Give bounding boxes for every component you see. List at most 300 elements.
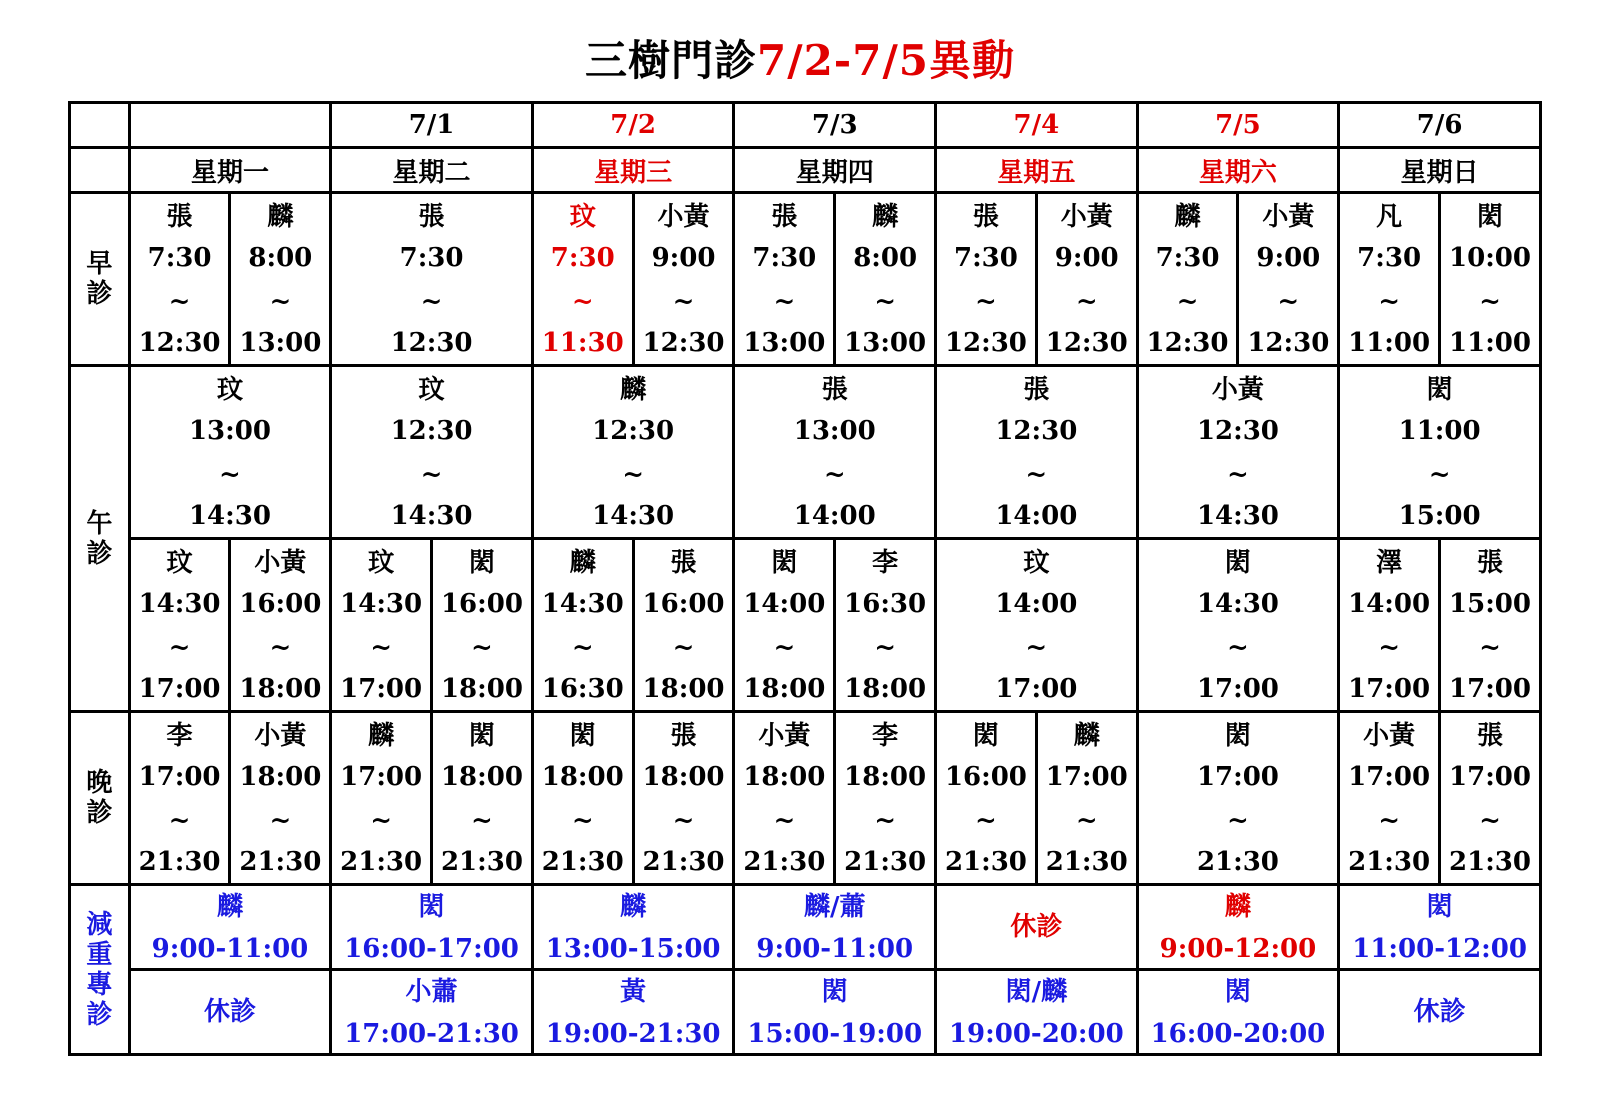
schedule-slot xyxy=(734,193,835,366)
closed-label: 休診 xyxy=(203,997,256,1027)
start-time: 13:00 xyxy=(188,416,271,446)
date-cell-sat: 7/5 xyxy=(1137,103,1339,148)
row-label-char: 專 xyxy=(86,969,113,1000)
time-range: 13:00-15:00 xyxy=(545,934,721,964)
tilde-separator: ~ xyxy=(975,806,997,836)
start-time: 17:00 xyxy=(1348,762,1431,792)
end-time: 14:30 xyxy=(1196,501,1279,531)
schedule-slot xyxy=(1036,193,1137,366)
end-time: 21:30 xyxy=(1348,847,1431,877)
schedule-slot xyxy=(432,712,533,885)
start-time: 18:00 xyxy=(541,762,624,792)
start-time: 8:00 xyxy=(853,243,918,273)
doctor-name: 麟 xyxy=(569,548,596,578)
tilde-separator: ~ xyxy=(1075,806,1098,836)
doctor-name: 閎 xyxy=(972,721,999,751)
tilde-separator: ~ xyxy=(1479,633,1501,663)
schedule-slot xyxy=(1339,193,1440,366)
doctor-name: 閎 xyxy=(821,977,848,1007)
schedule-slot xyxy=(331,193,533,366)
end-time: 21:30 xyxy=(743,847,826,877)
doctor-name: 張 xyxy=(670,721,697,751)
tilde-separator: ~ xyxy=(1075,287,1098,317)
start-time: 16:00 xyxy=(440,589,523,619)
schedule-slot xyxy=(129,193,230,366)
tilde-separator: ~ xyxy=(672,287,695,317)
schedule-slot xyxy=(835,539,936,712)
doctor-name: 麟/蕭 xyxy=(803,892,866,922)
weekday-sun: 星期日 xyxy=(1339,148,1541,193)
schedule-slot xyxy=(835,712,936,885)
start-time: 14:30 xyxy=(541,589,624,619)
end-time: 12:30 xyxy=(1247,328,1330,358)
end-time: 13:00 xyxy=(844,328,927,358)
schedule-slot xyxy=(633,193,734,366)
time-range: 9:00-11:00 xyxy=(756,934,914,964)
schedule-slot xyxy=(633,539,734,712)
tilde-separator: ~ xyxy=(1378,633,1401,663)
schedule-slot xyxy=(230,712,331,885)
date-cell-fri: 7/4 xyxy=(936,103,1138,148)
start-time: 9:00 xyxy=(1256,243,1321,273)
weight-clinic-slot xyxy=(129,970,331,1055)
schedule-slot xyxy=(432,539,533,712)
end-time: 21:30 xyxy=(844,847,927,877)
weekday-thu: 星期四 xyxy=(734,148,936,193)
weekday-wed: 星期三 xyxy=(532,148,734,193)
end-time: 12:30 xyxy=(1045,328,1128,358)
start-time: 16:30 xyxy=(844,589,927,619)
schedule-slot xyxy=(331,712,432,885)
end-time: 12:30 xyxy=(642,328,725,358)
closed-label: 休診 xyxy=(1413,997,1466,1027)
end-time: 16:30 xyxy=(541,674,624,704)
time-range: 19:00-20:00 xyxy=(948,1019,1124,1049)
doctor-name: 玟 xyxy=(418,375,445,405)
start-time: 16:00 xyxy=(642,589,725,619)
doctor-name: 李 xyxy=(872,548,899,578)
tilde-separator: ~ xyxy=(168,287,191,317)
end-time: 17:00 xyxy=(340,674,423,704)
afternoon-row-1 xyxy=(70,366,1541,539)
start-time: 18:00 xyxy=(440,762,523,792)
end-time: 15:00 xyxy=(1398,501,1481,531)
weight-clinic-slot xyxy=(532,885,734,970)
start-time: 18:00 xyxy=(642,762,725,792)
doctor-name: 李 xyxy=(166,721,193,751)
start-time: 17:00 xyxy=(340,762,423,792)
start-time: 17:00 xyxy=(1045,762,1128,792)
end-time: 13:00 xyxy=(239,328,322,358)
tilde-separator: ~ xyxy=(874,806,897,836)
doctor-name: 小黃 xyxy=(1363,721,1416,751)
doctor-name: 閎 xyxy=(1224,548,1251,578)
start-time: 17:00 xyxy=(138,762,221,792)
doctor-name: 凡 xyxy=(1376,202,1403,232)
doctor-name: 小黃 xyxy=(758,721,811,751)
doctor-name: 麟 xyxy=(216,892,243,922)
schedule-slot xyxy=(129,366,331,539)
doctor-name: 小黃 xyxy=(1262,202,1315,232)
end-time: 14:30 xyxy=(390,501,473,531)
end-time: 21:30 xyxy=(1196,847,1279,877)
start-time: 8:00 xyxy=(248,243,313,273)
doctor-name: 麟 xyxy=(1073,721,1100,751)
weight-clinic-slot xyxy=(1339,970,1541,1055)
tilde-separator: ~ xyxy=(1227,460,1249,490)
schedule-slot xyxy=(532,193,633,366)
doctor-name: 閎 xyxy=(1224,721,1251,751)
schedule-slot xyxy=(331,366,533,539)
schedule-slot xyxy=(633,712,734,885)
weight-clinic-slot xyxy=(129,885,331,970)
doctor-name: 小黃 xyxy=(1211,375,1264,405)
start-time: 18:00 xyxy=(743,762,826,792)
schedule-slot xyxy=(532,366,734,539)
weight-clinic-slot xyxy=(331,970,533,1055)
tilde-separator: ~ xyxy=(168,633,191,663)
row-label-char: 診 xyxy=(86,538,113,569)
tilde-separator: ~ xyxy=(773,633,796,663)
start-time: 7:30 xyxy=(1155,243,1220,273)
doctor-name: 麟 xyxy=(368,721,395,751)
date-row xyxy=(70,103,1541,148)
tilde-separator: ~ xyxy=(571,287,594,317)
time-range: 16:00-20:00 xyxy=(1150,1019,1326,1049)
doctor-name: 麟 xyxy=(267,202,294,232)
row-label-char: 診 xyxy=(86,999,113,1030)
start-time: 16:00 xyxy=(944,762,1027,792)
row-label-char: 減 xyxy=(86,909,113,940)
schedule-slot xyxy=(936,193,1037,366)
doctor-name: 黃 xyxy=(620,977,647,1007)
schedule-slot xyxy=(1137,539,1339,712)
tilde-separator: ~ xyxy=(168,806,191,836)
row-label-char: 重 xyxy=(86,939,113,970)
end-time: 21:30 xyxy=(944,847,1027,877)
weight-clinic-slot xyxy=(936,970,1138,1055)
doctor-name: 張 xyxy=(418,202,445,232)
end-time: 14:00 xyxy=(793,501,876,531)
doctor-name: 閎 xyxy=(418,892,445,922)
start-time: 12:30 xyxy=(995,416,1078,446)
row-label-char: 診 xyxy=(86,279,113,309)
time-range: 15:00-19:00 xyxy=(747,1019,923,1049)
tilde-separator: ~ xyxy=(1025,633,1048,663)
end-time: 17:00 xyxy=(995,674,1078,704)
afternoon-row-2 xyxy=(70,539,1541,712)
start-time: 12:30 xyxy=(592,416,675,446)
tilde-separator: ~ xyxy=(370,806,393,836)
schedule-slot xyxy=(532,712,633,885)
row-label-evening xyxy=(70,712,130,885)
weekday-tue: 星期二 xyxy=(331,148,533,193)
end-time: 18:00 xyxy=(743,674,826,704)
start-time: 9:00 xyxy=(1054,243,1119,273)
schedule-slot xyxy=(734,712,835,885)
doctor-name: 張 xyxy=(1477,548,1504,578)
start-time: 13:00 xyxy=(793,416,876,446)
end-time: 17:00 xyxy=(138,674,221,704)
tilde-separator: ~ xyxy=(269,806,292,836)
doctor-name: 閎 xyxy=(1224,977,1251,1007)
tilde-separator: ~ xyxy=(571,806,594,836)
tilde-separator: ~ xyxy=(370,633,393,663)
doctor-name: 麟 xyxy=(620,375,647,405)
start-time: 17:00 xyxy=(1449,762,1531,792)
tilde-separator: ~ xyxy=(1227,633,1249,663)
schedule-slot xyxy=(1339,539,1440,712)
tilde-separator: ~ xyxy=(1227,806,1249,836)
doctor-name: 小蕭 xyxy=(405,977,458,1007)
time-range: 9:00-11:00 xyxy=(151,934,309,964)
end-time: 12:30 xyxy=(1146,328,1229,358)
doctor-name: 張 xyxy=(670,548,697,578)
schedule-slot xyxy=(734,366,936,539)
evening-row xyxy=(70,712,1541,885)
tilde-separator: ~ xyxy=(1277,287,1300,317)
doctor-name: 小黃 xyxy=(254,721,307,751)
start-time: 11:00 xyxy=(1398,416,1481,446)
doctor-name: 玟 xyxy=(166,548,193,578)
weight-clinic-slot xyxy=(331,885,533,970)
tilde-separator: ~ xyxy=(1025,460,1048,490)
end-time: 21:30 xyxy=(340,847,423,877)
doctor-name: 小黃 xyxy=(1060,202,1113,232)
tilde-separator: ~ xyxy=(874,633,897,663)
start-time: 7:30 xyxy=(399,243,464,273)
tilde-separator: ~ xyxy=(219,460,241,490)
tilde-separator: ~ xyxy=(672,806,695,836)
row-label-afternoon xyxy=(70,366,130,712)
schedule-slot xyxy=(230,193,331,366)
start-time: 18:00 xyxy=(844,762,927,792)
page-title xyxy=(0,28,1600,88)
end-time: 18:00 xyxy=(440,674,523,704)
end-time: 11:30 xyxy=(541,328,624,358)
tilde-separator: ~ xyxy=(471,806,493,836)
schedule-slot xyxy=(936,539,1138,712)
tilde-separator: ~ xyxy=(420,460,443,490)
doctor-name: 閎 xyxy=(468,721,495,751)
schedule-slot xyxy=(734,539,835,712)
weight-clinic-row xyxy=(70,970,1541,1055)
tilde-separator: ~ xyxy=(269,633,292,663)
end-time: 21:30 xyxy=(1045,847,1128,877)
corner-cell xyxy=(70,103,130,148)
doctor-name: 玟 xyxy=(216,375,243,405)
start-time: 15:00 xyxy=(1449,589,1531,619)
start-time: 12:30 xyxy=(390,416,473,446)
doctor-name: 閎 xyxy=(569,721,596,751)
doctor-name: 張 xyxy=(821,375,848,405)
end-time: 21:30 xyxy=(138,847,221,877)
end-time: 14:00 xyxy=(995,501,1078,531)
title-highlight: 7/2-7/5異動 xyxy=(757,36,1016,85)
doctor-name: 張 xyxy=(972,202,999,232)
doctor-name: 張 xyxy=(166,202,193,232)
end-time: 21:30 xyxy=(239,847,322,877)
weight-clinic-slot xyxy=(734,970,936,1055)
doctor-name: 小黃 xyxy=(657,202,710,232)
weight-clinic-slot xyxy=(734,885,936,970)
start-time: 14:00 xyxy=(743,589,826,619)
weekday-fri: 星期五 xyxy=(936,148,1138,193)
schedule-slot xyxy=(1339,712,1440,885)
schedule-slot xyxy=(331,539,432,712)
start-time: 14:30 xyxy=(1196,589,1279,619)
corner-cell xyxy=(70,148,130,193)
doctor-name: 麟 xyxy=(1174,202,1201,232)
date-cell-wed: 7/2 xyxy=(532,103,734,148)
row-label-char: 午 xyxy=(86,508,113,539)
start-time: 12:30 xyxy=(1196,416,1279,446)
date-cell-tue: 7/1 xyxy=(331,103,533,148)
time-range: 17:00-21:30 xyxy=(344,1019,519,1049)
tilde-separator: ~ xyxy=(269,287,292,317)
schedule-slot xyxy=(1036,712,1137,885)
row-label-morning xyxy=(70,193,130,366)
doctor-name: 張 xyxy=(1477,721,1504,751)
end-time: 18:00 xyxy=(239,674,322,704)
doctor-name: 小黃 xyxy=(254,548,307,578)
title-main: 三樹門診 xyxy=(584,36,757,85)
end-time: 12:30 xyxy=(944,328,1027,358)
date-cell-mon xyxy=(129,103,331,148)
schedule-slot xyxy=(230,539,331,712)
tilde-separator: ~ xyxy=(773,287,796,317)
morning-row xyxy=(70,193,1541,366)
weight-clinic-slot xyxy=(936,885,1138,970)
time-range: 19:00-21:30 xyxy=(545,1019,721,1049)
doctor-name: 玟 xyxy=(368,548,395,578)
doctor-name: 麟 xyxy=(1224,892,1251,922)
tilde-separator: ~ xyxy=(622,460,645,490)
weekday-sat: 星期六 xyxy=(1137,148,1339,193)
tilde-separator: ~ xyxy=(1378,287,1401,317)
row-label-char: 診 xyxy=(86,798,113,828)
doctor-name: 玟 xyxy=(569,202,596,232)
time-range: 9:00-12:00 xyxy=(1159,934,1317,964)
schedule-slot xyxy=(1238,193,1339,366)
weekday-mon: 星期一 xyxy=(129,148,331,193)
weight-clinic-slot xyxy=(532,970,734,1055)
start-time: 7:30 xyxy=(752,243,817,273)
end-time: 18:00 xyxy=(844,674,927,704)
end-time: 18:00 xyxy=(642,674,725,704)
start-time: 18:00 xyxy=(239,762,322,792)
tilde-separator: ~ xyxy=(672,633,695,663)
schedule-slot xyxy=(1137,712,1339,885)
doctor-name: 麟 xyxy=(872,202,899,232)
schedule-slot xyxy=(1137,193,1238,366)
doctor-name: 閎 xyxy=(468,548,495,578)
tilde-separator: ~ xyxy=(874,287,897,317)
start-time: 7:30 xyxy=(953,243,1018,273)
doctor-name: 張 xyxy=(1023,375,1050,405)
date-cell-sun: 7/6 xyxy=(1339,103,1541,148)
schedule-slot xyxy=(129,712,230,885)
start-time: 7:30 xyxy=(550,243,615,273)
end-time: 11:00 xyxy=(1449,328,1531,358)
start-time: 7:30 xyxy=(147,243,212,273)
end-time: 14:30 xyxy=(592,501,675,531)
weight-clinic-slot xyxy=(1339,885,1541,970)
doctor-name: 張 xyxy=(771,202,798,232)
schedule-slot xyxy=(1440,712,1541,885)
start-time: 14:30 xyxy=(138,589,221,619)
end-time: 12:30 xyxy=(390,328,473,358)
tilde-separator: ~ xyxy=(571,633,594,663)
date-cell-thu: 7/3 xyxy=(734,103,936,148)
start-time: 14:00 xyxy=(1348,589,1431,619)
row-label-char: 晚 xyxy=(86,768,113,798)
clinic-schedule-table xyxy=(68,101,1542,1056)
doctor-name: 麟 xyxy=(620,892,647,922)
tilde-separator: ~ xyxy=(1176,287,1199,317)
end-time: 17:00 xyxy=(1196,674,1279,704)
start-time: 10:00 xyxy=(1449,243,1531,273)
start-time: 16:00 xyxy=(239,589,322,619)
schedule-slot xyxy=(936,712,1037,885)
doctor-name: 李 xyxy=(872,721,899,751)
doctor-name: 閎 xyxy=(771,548,798,578)
doctor-name: 閎 xyxy=(1426,892,1453,922)
schedule-slot xyxy=(1339,366,1541,539)
weight-clinic-slot xyxy=(1137,970,1339,1055)
weight-clinic-slot xyxy=(1137,885,1339,970)
doctor-name: 澤 xyxy=(1376,548,1403,578)
start-time: 14:00 xyxy=(995,589,1078,619)
start-time: 7:30 xyxy=(1357,243,1422,273)
end-time: 14:30 xyxy=(188,501,271,531)
tilde-separator: ~ xyxy=(420,287,443,317)
doctor-name: 閎 xyxy=(1426,375,1453,405)
weight-clinic-row xyxy=(70,885,1541,970)
schedule-slot xyxy=(936,366,1138,539)
tilde-separator: ~ xyxy=(823,460,846,490)
doctor-name: 玟 xyxy=(1023,548,1050,578)
end-time: 21:30 xyxy=(541,847,624,877)
end-time: 21:30 xyxy=(440,847,523,877)
start-time: 17:00 xyxy=(1196,762,1279,792)
end-time: 12:30 xyxy=(138,328,221,358)
tilde-separator: ~ xyxy=(975,287,997,317)
doctor-name: 閎 xyxy=(1477,202,1504,232)
end-time: 21:30 xyxy=(1449,847,1531,877)
schedule-slot xyxy=(835,193,936,366)
schedule-slot xyxy=(1440,193,1541,366)
tilde-separator: ~ xyxy=(1479,287,1501,317)
weekday-row xyxy=(70,148,1541,193)
start-time: 9:00 xyxy=(651,243,716,273)
end-time: 11:00 xyxy=(1348,328,1431,358)
time-range: 11:00-12:00 xyxy=(1352,934,1527,964)
row-label-char: 早 xyxy=(86,249,113,279)
end-time: 21:30 xyxy=(642,847,725,877)
schedule-slot xyxy=(129,539,230,712)
tilde-separator: ~ xyxy=(471,633,493,663)
time-range: 16:00-17:00 xyxy=(344,934,519,964)
doctor-name: 閎/麟 xyxy=(1005,977,1068,1007)
tilde-separator: ~ xyxy=(1428,460,1451,490)
closed-label: 休診 xyxy=(1010,912,1063,942)
row-label-weight xyxy=(70,885,130,1055)
schedule-slot xyxy=(532,539,633,712)
schedule-slot xyxy=(1440,539,1541,712)
tilde-separator: ~ xyxy=(773,806,796,836)
schedule-slot xyxy=(1137,366,1339,539)
